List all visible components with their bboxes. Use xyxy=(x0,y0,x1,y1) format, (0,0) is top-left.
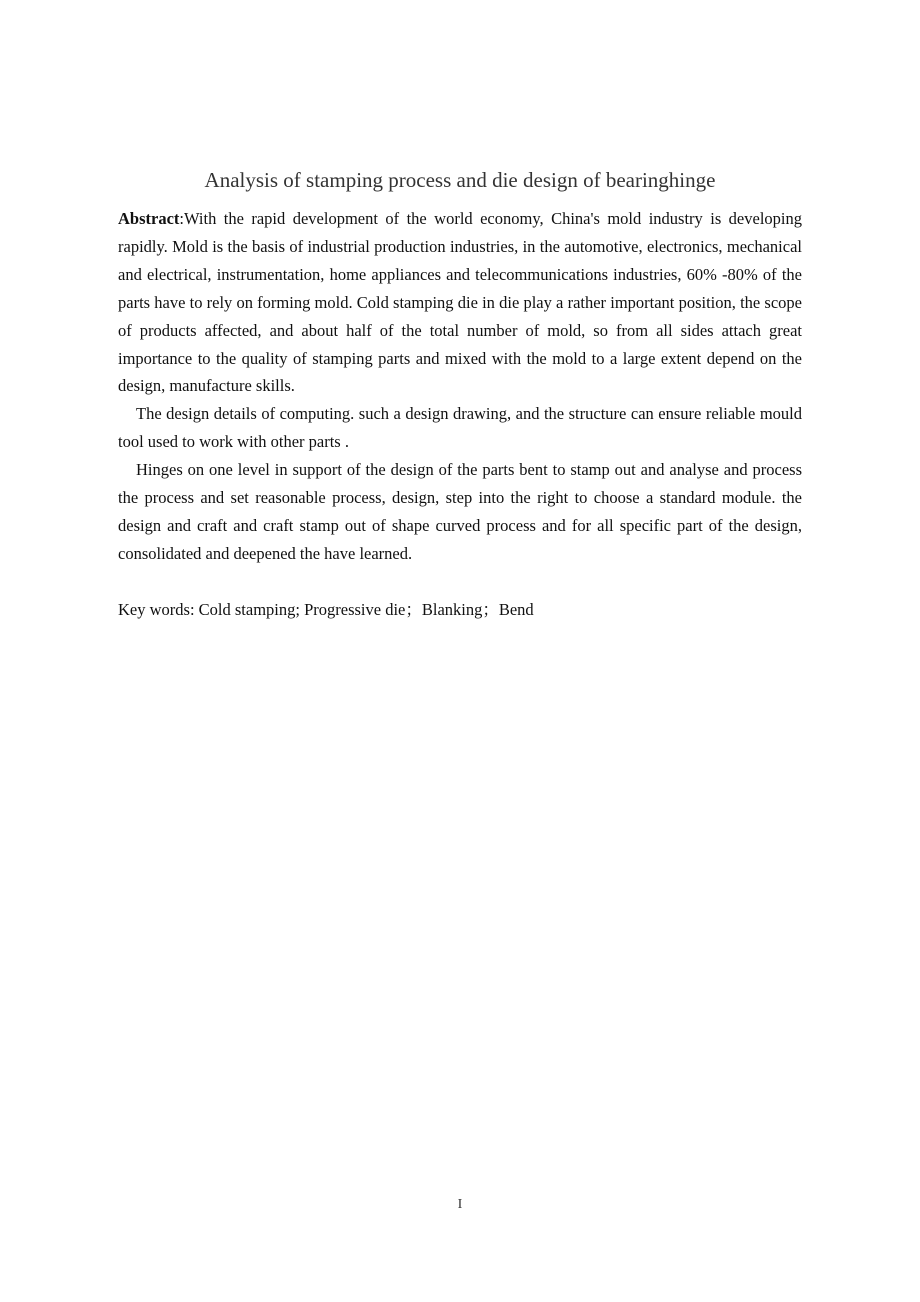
document-title: Analysis of stamping process and die design of bearinghinge xyxy=(204,168,716,192)
hinges-paragraph: Hinges on one level in support of the design of the parts bent to stamp out and analyse and process the process and set reasonable process, design, step into the right to choose a standard module. the design and craft and craft stamp out of shape curved process and for all specific part of the design, consolidated and deepened the have learned. xyxy=(118,460,802,563)
design-paragraph: The design details of computing. such a design drawing, and the structure can ensure reliable mould tool used to work with other parts . xyxy=(118,404,802,452)
abstract-label: Abstract xyxy=(118,209,180,228)
abstract-section xyxy=(118,205,802,624)
abstract-text: :With the rapid development of the world economy, China's mold industry is developing rapidly. Mold is the basis of industrial production industries, in the automotive, electronics, mechanical and electrical, instrumentation, home appliances and telecommunications industries, 60% -80% of the parts have to rely on forming mold. Cold stamping die in die play a rather important position, the scope of products affected, and about half of the total number of mold, so from all sides attach great importance to the quality of stamping parts and mixed with the mold to a large extent depend on the design, manufacture skills. xyxy=(118,209,802,396)
page-number: I xyxy=(457,1197,463,1212)
keywords-line: Key words: Cold stamping; Progressive die；Blanking；Bend xyxy=(118,599,534,619)
abstract-paragraph xyxy=(118,205,802,400)
